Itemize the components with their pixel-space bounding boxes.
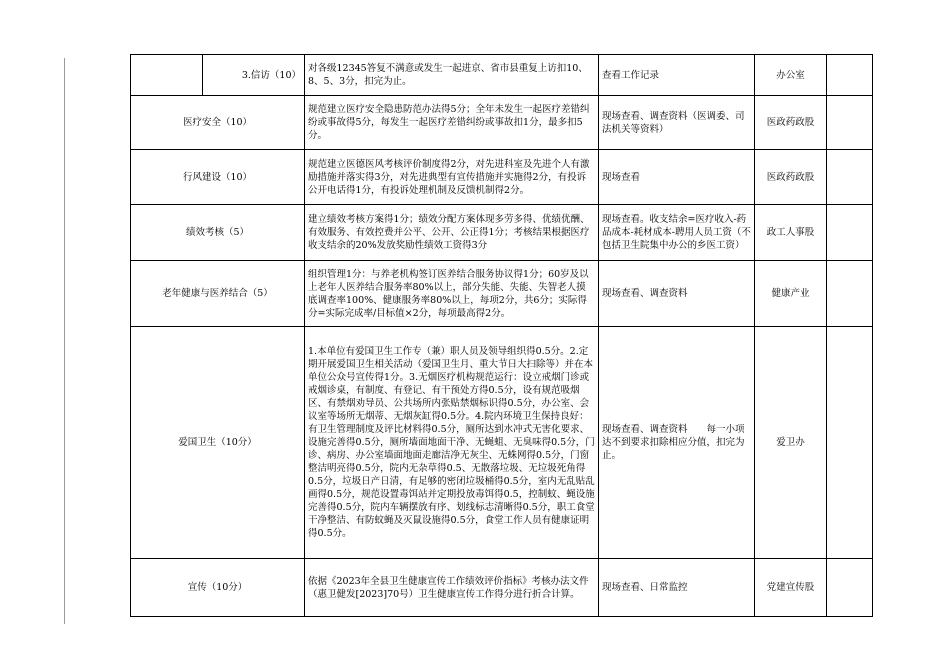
method-cell: 现场查看 bbox=[599, 150, 755, 205]
item-cell: 行风建设（10） bbox=[131, 150, 305, 205]
method-cell: 现场查看、调查资料（医调委、司法机关等资料） bbox=[599, 96, 755, 150]
table-row bbox=[131, 96, 873, 150]
blank-cell bbox=[827, 205, 873, 261]
criteria-cell: 建立绩效考核方案得1分；绩效分配方案体现多劳多得、优绩优酬、有效服务、有效控费并公平、公开、公正得1分；考核结果根据医疗收支结余的20%发放奖励性绩效工资得3分 bbox=[305, 205, 599, 261]
method-cell: 现场查看。收支结余=医疗收入-药品成本-耗材成本-聘用人员工资（不包括卫生院集中办公的乡医工资） bbox=[599, 205, 755, 261]
criteria-cell: 依据《2023年全县卫生健康宣传工作绩效评价指标》考核办法文件（惠卫健发[2023]70号）卫生健康宣传工作得分进行折合计算。 bbox=[305, 559, 599, 617]
blank-cell bbox=[827, 261, 873, 327]
item-cell: 老年健康与医养结合（5） bbox=[131, 261, 305, 327]
table-row bbox=[131, 559, 873, 617]
criteria-cell: 规范建立医疗安全隐患防范办法得5分；全年未发生一起医疗差错纠纷或事故得5分，每发生一起医疗差错纠纷或事故扣1分，最多扣5分。 bbox=[305, 96, 599, 150]
blank-cell bbox=[827, 150, 873, 205]
criteria-cell: 对各级12345答复不满意或发生一起进京、省市县重复上访扣10、8、5、3分，扣完为止。 bbox=[305, 55, 599, 96]
department-cell: 办公室 bbox=[755, 55, 827, 96]
table-row bbox=[131, 205, 873, 261]
table-row bbox=[131, 261, 873, 327]
table-row bbox=[131, 55, 873, 96]
department-cell: 党建宣传股 bbox=[755, 559, 827, 617]
blank-cell bbox=[827, 96, 873, 150]
sheet-left-edge-line bbox=[64, 58, 65, 624]
blank-cell bbox=[827, 327, 873, 559]
department-cell: 爱卫办 bbox=[755, 327, 827, 559]
blank-cell bbox=[827, 559, 873, 617]
item-cell: 医疗安全（10） bbox=[131, 96, 305, 150]
department-cell: 医政药政股 bbox=[755, 150, 827, 205]
blank-cell bbox=[131, 55, 203, 96]
item-cell: 爱国卫生（10分） bbox=[131, 327, 305, 559]
blank-cell bbox=[827, 55, 873, 96]
criteria-cell: 组织管理1分：与养老机构签订医养结合服务协议得1分；60岁及以上老年人医养结合服务率80%以上，部分失能、失能、失智老人摸底调查率100%、健康服务率80%以上，每项2分，共6分；实际得分=实际完成率/目标值×2分，每项最高得2分。 bbox=[305, 261, 599, 327]
department-cell: 健康产业 bbox=[755, 261, 827, 327]
evaluation-table bbox=[130, 54, 873, 617]
item-cell: 绩效考核（5） bbox=[131, 205, 305, 261]
item-cell: 宣传（10分） bbox=[131, 559, 305, 617]
item-cell: 3.信访（10） bbox=[203, 55, 305, 96]
department-cell: 医政药政股 bbox=[755, 96, 827, 150]
table-row bbox=[131, 150, 873, 205]
criteria-cell: 规范建立医德医风考核评价制度得2分，对先进科室及先进个人有激励措施并落实得3分，对先进典型有宣传措施并实施得2分，有投诉公开电话得1分，有投诉处理机制及反馈机制得2分。 bbox=[305, 150, 599, 205]
department-cell: 政工人事股 bbox=[755, 205, 827, 261]
method-cell: 现场查看、调查资料 每一小项达不到要求扣除相应分值，扣完为止。 bbox=[599, 327, 755, 559]
table-row bbox=[131, 327, 873, 559]
method-cell: 现场查看、日常监控 bbox=[599, 559, 755, 617]
criteria-cell: 1.本单位有爱国卫生工作专（兼）职人员及领导组织得0.5分。2.定期开展爱国卫生相关活动（爱国卫生月、重大节日大扫除等）并在本单位公众号宣传得1分。3.无烟医疗机构规范运行：设立戒烟门诊或戒烟诊桌，有制度、有登记、有干预处方得0.5分，设有规范吸烟区、有禁烟劝导员、公共场所内张贴禁烟标识得0.5分，办公室、会议室等场所无烟蒂、无烟灰缸得0.5分。4.院内环境卫生保持良好：有卫生管理制度及评比材料得0.5分，厕所达到水冲式无害化要求、设施完善得0.5分，厕所墙面地面干净、无蝇蛆、无臭味得0.5分，门诊、病房、办公室墙面地面走廊洁净无灰尘、无蛛网得0.5分，门窗整洁明亮得0.5分，院内无杂草得0.5、无散落垃圾、无垃圾死角得0.5分，垃圾日产日清，有足够的密闭垃圾桶得0.5分，室内无乱贴乱画得0.5分，规范设置毒饵站并定期投放毒饵得0.5，控制蚊、蝇设施完善得0.5分，院内车辆摆放有序、划线标志清晰得0.5分，职工食堂干净整洁、有防蚊蝇及灭鼠设施得0.5分，食堂工作人员有健康证明得0.5分。 bbox=[305, 327, 599, 559]
method-cell: 现场查看、调查资料 bbox=[599, 261, 755, 327]
method-cell: 查看工作记录 bbox=[599, 55, 755, 96]
